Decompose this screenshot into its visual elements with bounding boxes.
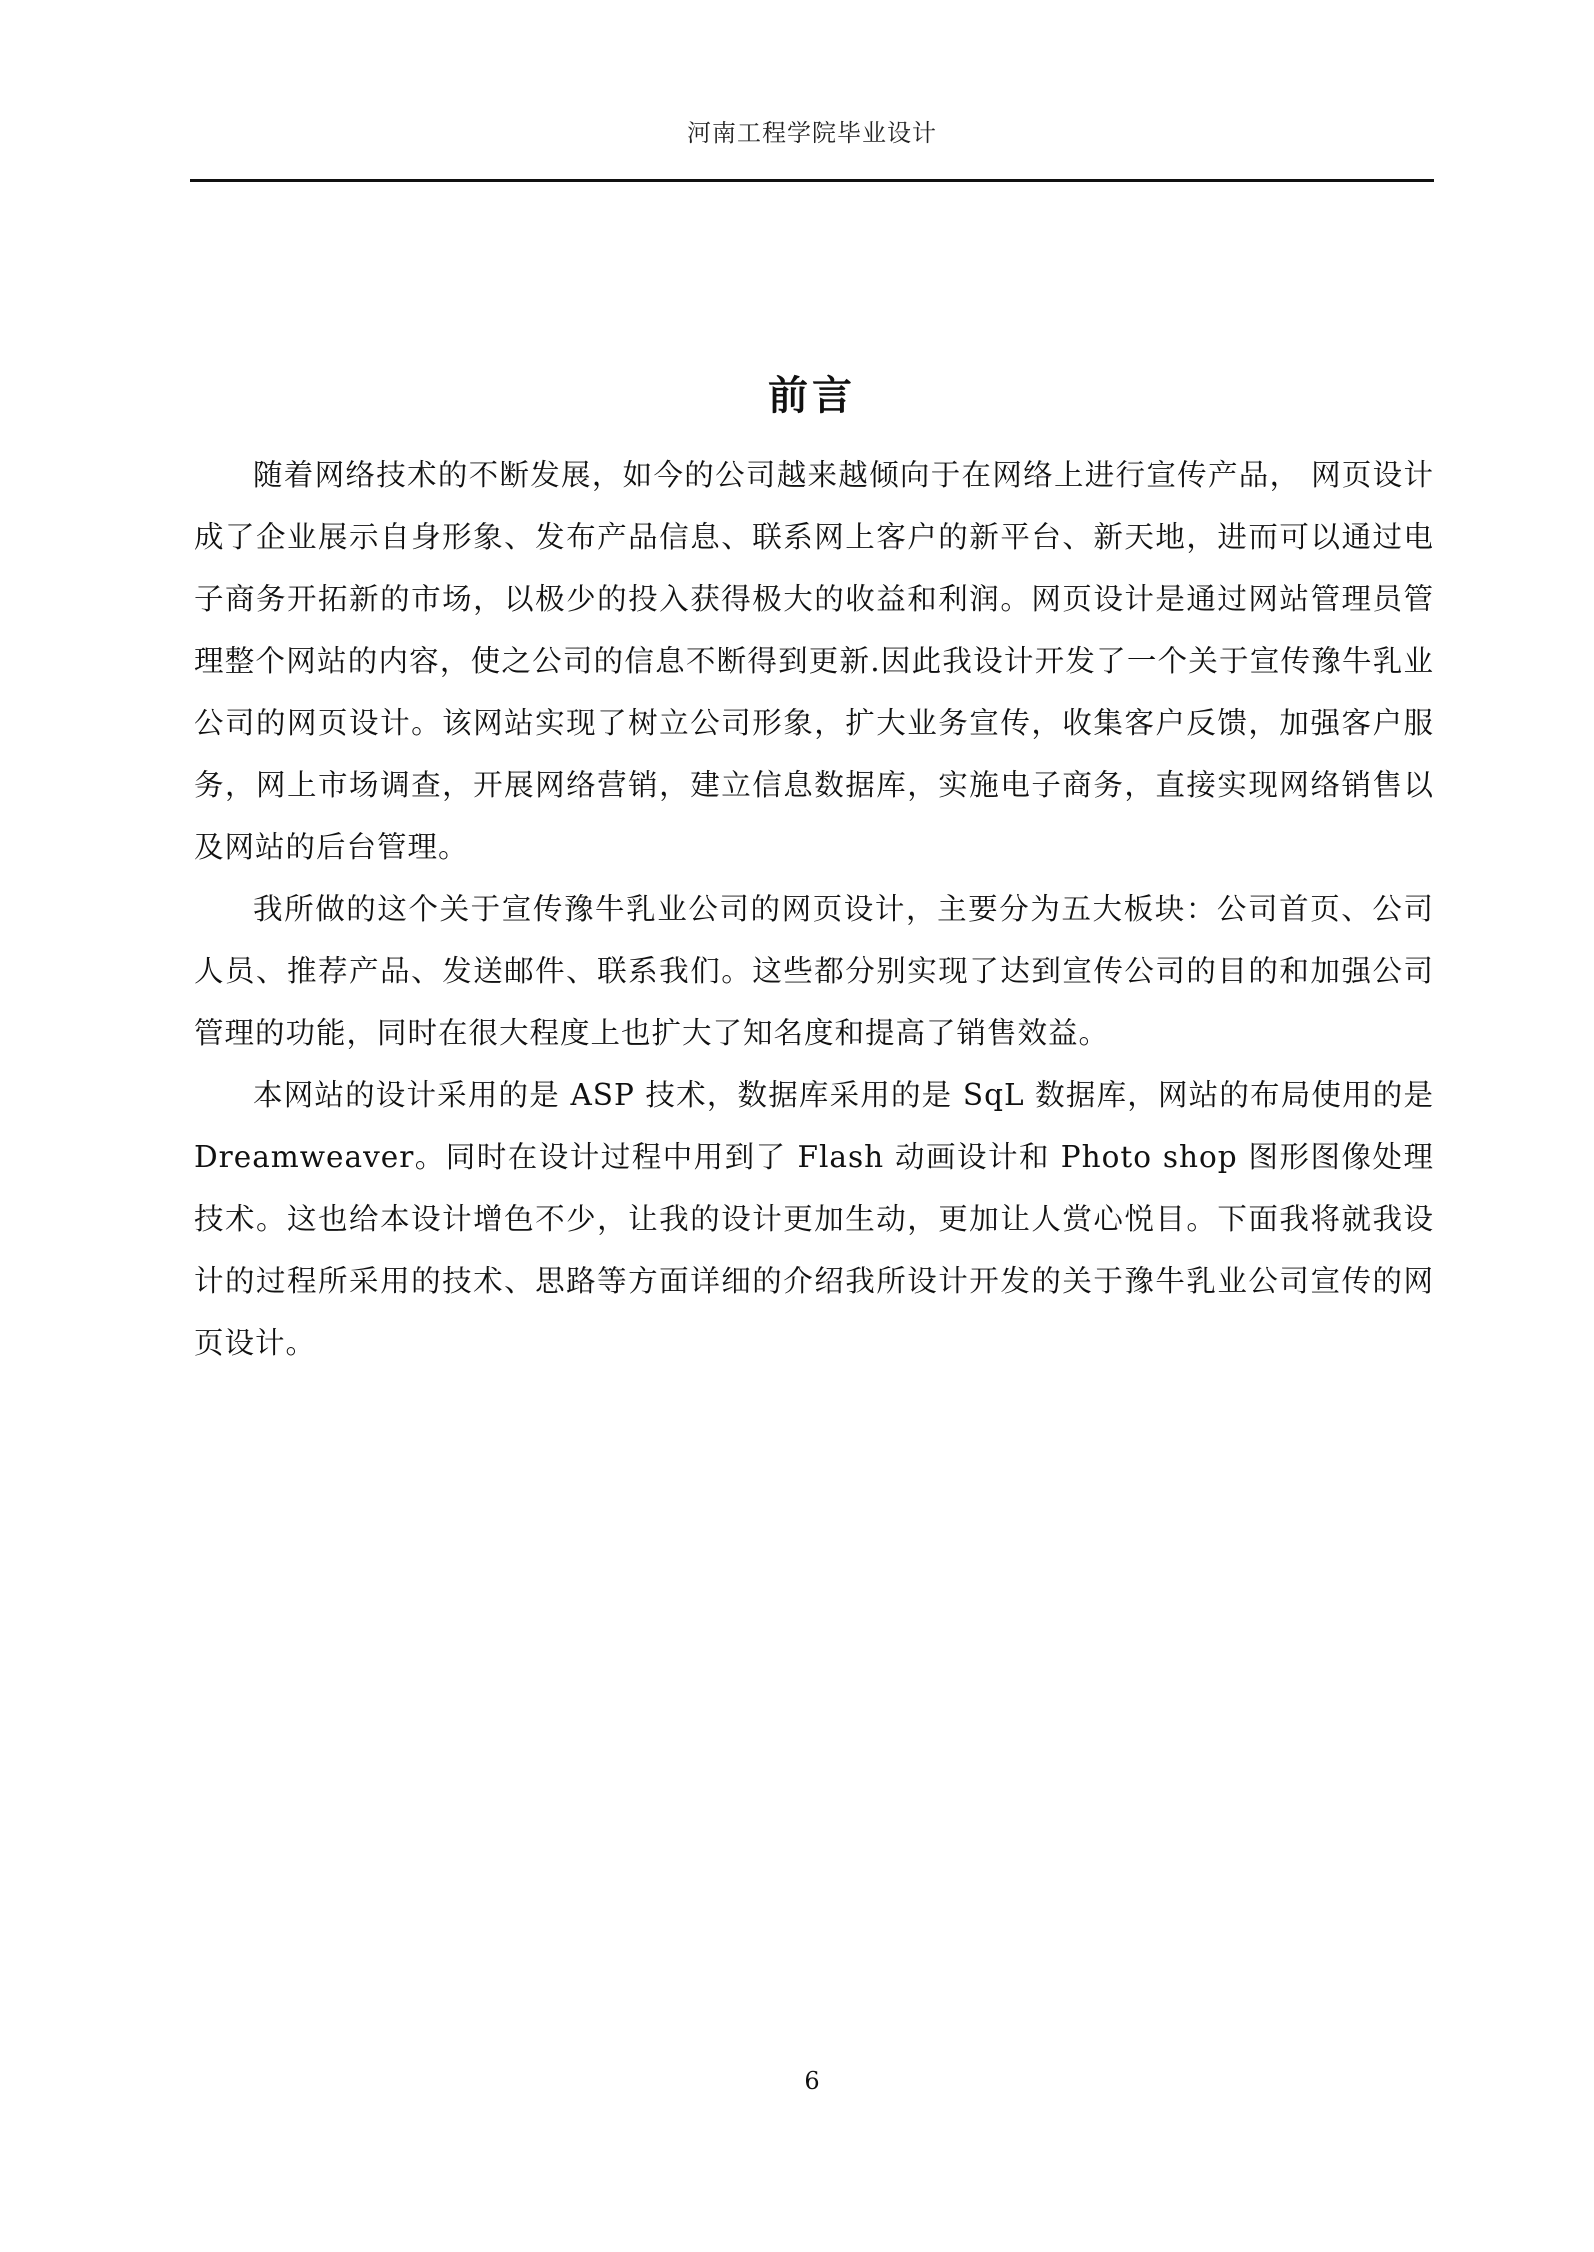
paragraph-intro: 随着网络技术的不断发展，如今的公司越来越倾向于在网络上进行宣传产品， 网页设计成了企业展示自身形象、发布产品信息、联系网上客户的新平台、新天地，进而可以通过电子商务开拓新的市场，以极少的投入获得极大的收益和利润。网页设计是通过网站管理员管理整个网站的内容，使之公司的信息不断得到更新.因此我设计开发了一个关于宣传豫牛乳业公司的网页设计。该网站实现了树立公司形象，扩大业务宣传，收集客户反馈，加强客户服务，网上市场调查，开展网络营销，建立信息数据库，实施电子商务，直接实现网络销售以及网站的后台管理。 — [194, 458, 1434, 864]
page-number: 6 — [804, 2067, 820, 2095]
running-header: 河南工程学院毕业设计 — [687, 119, 937, 147]
header-divider — [190, 179, 1434, 182]
body-text — [194, 444, 1434, 1374]
section-title: 前言 — [768, 373, 856, 419]
paragraph-technology: 本网站的设计采用的是 ASP 技术，数据库采用的是 SqL 数据库，网站的布局使用的是 Dreamweaver。同时在设计过程中用到了 Flash 动画设计和 Photo shop 图形图像处理技术。这也给本设计增色不少，让我的设计更加生动，更加让人赏心悦目。下面我将就我设计的过程所采用的技术、思路等方面详细的介绍我所设计开发的关于豫牛乳业公司宣传的网页设计。 — [194, 1078, 1434, 1360]
paragraph-modules: 我所做的这个关于宣传豫牛乳业公司的网页设计，主要分为五大板块：公司首页、公司人员、推荐产品、发送邮件、联系我们。这些都分别实现了达到宣传公司的目的和加强公司管理的功能，同时在很大程度上也扩大了知名度和提高了销售效益。 — [194, 892, 1434, 1050]
